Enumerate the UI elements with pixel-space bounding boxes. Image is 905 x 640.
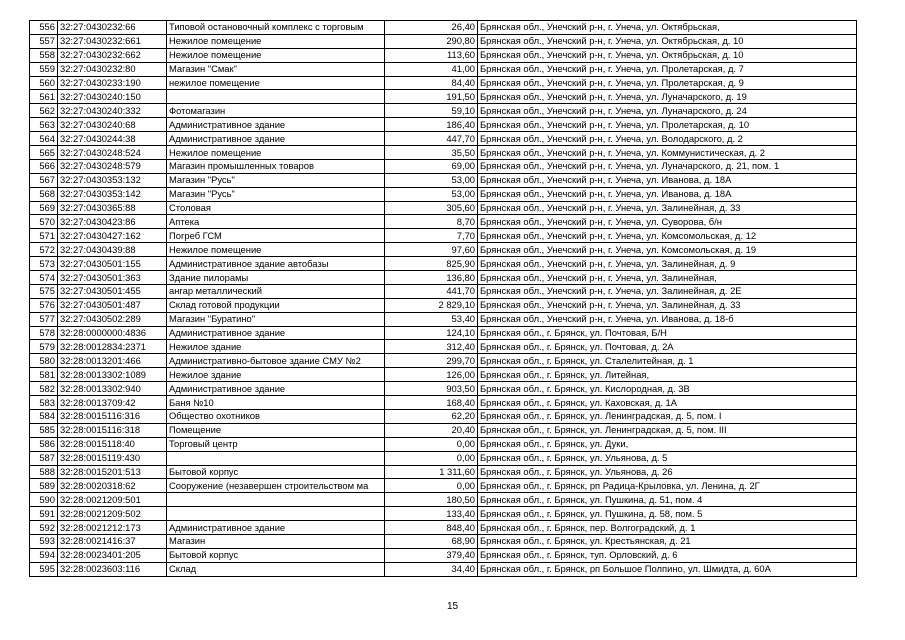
table-row: [30, 146, 857, 160]
row-number-cell: 582: [30, 382, 58, 396]
cadastral-number-cell: 32:27:0430427:162: [58, 229, 167, 243]
table-row: [30, 76, 857, 90]
cadastral-number-cell: 32:28:0015118:40: [58, 437, 167, 451]
address-cell: Брянская обл., Унечский р-н, г. Унеча, ул. Пролетарская, д. 7: [478, 62, 857, 76]
cadastral-number-cell: 32:27:0430248:579: [58, 159, 167, 173]
area-cell: 0,00: [385, 437, 478, 451]
row-number-cell: 585: [30, 423, 58, 437]
area-cell: 136,80: [385, 271, 478, 285]
object-name-cell: Торговый центр: [167, 437, 385, 451]
object-name-cell: Административное здание: [167, 132, 385, 146]
property-table-body: [30, 21, 857, 577]
object-name-cell: Административное здание: [167, 521, 385, 535]
area-cell: 53,40: [385, 312, 478, 326]
object-name-cell: ангар металлический: [167, 284, 385, 298]
table-row: [30, 48, 857, 62]
cadastral-number-cell: 32:27:0430502:289: [58, 312, 167, 326]
table-row: [30, 34, 857, 48]
cadastral-number-cell: 32:28:0015119:430: [58, 451, 167, 465]
table-row: [30, 493, 857, 507]
table-row: [30, 409, 857, 423]
area-cell: 0,00: [385, 479, 478, 493]
row-number-cell: 587: [30, 451, 58, 465]
object-name-cell: Нежилое здание: [167, 368, 385, 382]
row-number-cell: 559: [30, 62, 58, 76]
cadastral-number-cell: 32:27:0430501:487: [58, 298, 167, 312]
address-cell: Брянская обл., г. Брянск, ул. Пушкина, д. 51, пом. 4: [478, 493, 857, 507]
cadastral-number-cell: 32:28:0021416:37: [58, 534, 167, 548]
object-name-cell: [167, 90, 385, 104]
address-cell: Брянская обл., г. Брянск, пер. Волгоградский, д. 1: [478, 521, 857, 535]
area-cell: 97,60: [385, 243, 478, 257]
address-cell: Брянская обл., г. Брянск, ул. Дуки,: [478, 437, 857, 451]
object-name-cell: Аптека: [167, 215, 385, 229]
address-cell: Брянская обл., Унечский р-н, г. Унеча, ул. Луначарского, д. 19: [478, 90, 857, 104]
table-row: [30, 507, 857, 521]
area-cell: 53,00: [385, 173, 478, 187]
area-cell: 62,20: [385, 409, 478, 423]
object-name-cell: Магазин "Буратино": [167, 312, 385, 326]
row-number-cell: 572: [30, 243, 58, 257]
address-cell: Брянская обл., г. Брянск, ул. Литейная,: [478, 368, 857, 382]
property-table: [29, 20, 857, 577]
area-cell: 903,50: [385, 382, 478, 396]
row-number-cell: 568: [30, 187, 58, 201]
address-cell: Брянская обл., г. Брянск, рп Большое Полпино, ул. Шмидта, д. 60А: [478, 562, 857, 576]
table-row: [30, 21, 857, 35]
row-number-cell: 586: [30, 437, 58, 451]
table-row: [30, 423, 857, 437]
object-name-cell: Административное здание: [167, 118, 385, 132]
cadastral-number-cell: 32:27:0430232:662: [58, 48, 167, 62]
cadastral-number-cell: 32:27:0430232:661: [58, 34, 167, 48]
table-row: [30, 62, 857, 76]
object-name-cell: Погреб ГСМ: [167, 229, 385, 243]
object-name-cell: Баня №10: [167, 396, 385, 410]
cadastral-number-cell: 32:27:0430232:80: [58, 62, 167, 76]
table-row: [30, 229, 857, 243]
area-cell: 113,60: [385, 48, 478, 62]
row-number-cell: 588: [30, 465, 58, 479]
area-cell: 84,40: [385, 76, 478, 90]
cadastral-number-cell: 32:27:0430423:86: [58, 215, 167, 229]
cadastral-number-cell: 32:28:0021212:173: [58, 521, 167, 535]
address-cell: Брянская обл., Унечский р-н, г. Унеча, ул. Комсомольская, д. 19: [478, 243, 857, 257]
table-row: [30, 298, 857, 312]
table-row: [30, 90, 857, 104]
table-row: [30, 132, 857, 146]
object-name-cell: Склад готовой продукции: [167, 298, 385, 312]
address-cell: Брянская обл., Унечский р-н, г. Унеча, ул. Иванова, д. 18А: [478, 187, 857, 201]
object-name-cell: Столовая: [167, 201, 385, 215]
object-name-cell: Магазин промышленных товаров: [167, 159, 385, 173]
cadastral-number-cell: 32:27:0430240:68: [58, 118, 167, 132]
cadastral-number-cell: 32:28:0013302:1089: [58, 368, 167, 382]
object-name-cell: Нежилое помещение: [167, 48, 385, 62]
cadastral-number-cell: 32:28:0013302:940: [58, 382, 167, 396]
object-name-cell: Магазин "Русь": [167, 187, 385, 201]
row-number-cell: 569: [30, 201, 58, 215]
area-cell: 8,70: [385, 215, 478, 229]
row-number-cell: 565: [30, 146, 58, 160]
address-cell: Брянская обл., Унечский р-н, г. Унеча, ул. Иванова, д. 18-б: [478, 312, 857, 326]
object-name-cell: Нежилое помещение: [167, 34, 385, 48]
object-name-cell: Магазин "Смак": [167, 62, 385, 76]
object-name-cell: Административное здание: [167, 326, 385, 340]
cadastral-number-cell: 32:27:0430501:455: [58, 284, 167, 298]
object-name-cell: Типовой остановочный комплекс с торговым: [167, 21, 385, 35]
row-number-cell: 558: [30, 48, 58, 62]
address-cell: Брянская обл., Унечский р-н, г. Унеча, ул. Коммунистическая, д. 2: [478, 146, 857, 160]
cadastral-number-cell: 32:28:0015116:316: [58, 409, 167, 423]
area-cell: 186,40: [385, 118, 478, 132]
address-cell: Брянская обл., г. Брянск, ул. Ленинградская, д. 5, пом. III: [478, 423, 857, 437]
row-number-cell: 574: [30, 271, 58, 285]
object-name-cell: Нежилое здание: [167, 340, 385, 354]
row-number-cell: 578: [30, 326, 58, 340]
table-row: [30, 159, 857, 173]
page-number: 15: [446, 601, 459, 612]
cadastral-number-cell: 32:27:0430240:150: [58, 90, 167, 104]
area-cell: 848,40: [385, 521, 478, 535]
address-cell: Брянская обл., Унечский р-н, г. Унеча, ул. Луначарского, д. 24: [478, 104, 857, 118]
table-row: [30, 243, 857, 257]
object-name-cell: Помещение: [167, 423, 385, 437]
object-name-cell: Магазин: [167, 534, 385, 548]
address-cell: Брянская обл., г. Брянск, ул. Почтовая, Б/Н: [478, 326, 857, 340]
table-row: [30, 201, 857, 215]
address-cell: Брянская обл., Унечский р-н, г. Унеча, ул. Суворова, б/н: [478, 215, 857, 229]
row-number-cell: 591: [30, 507, 58, 521]
address-cell: Брянская обл., Унечский р-н, г. Унеча, ул. Октябрьская, д. 10: [478, 34, 857, 48]
area-cell: 124,10: [385, 326, 478, 340]
object-name-cell: Общество охотников: [167, 409, 385, 423]
row-number-cell: 564: [30, 132, 58, 146]
area-cell: 26,40: [385, 21, 478, 35]
table-row: [30, 465, 857, 479]
area-cell: 312,40: [385, 340, 478, 354]
row-number-cell: 583: [30, 396, 58, 410]
area-cell: 441,70: [385, 284, 478, 298]
address-cell: Брянская обл., г. Брянск, ул. Крестьянская, д. 21: [478, 534, 857, 548]
table-row: [30, 534, 857, 548]
object-name-cell: нежилое помещение: [167, 76, 385, 90]
area-cell: 59,10: [385, 104, 478, 118]
object-name-cell: Фотомагазин: [167, 104, 385, 118]
row-number-cell: 593: [30, 534, 58, 548]
area-cell: 7,70: [385, 229, 478, 243]
cadastral-number-cell: 32:28:0013709:42: [58, 396, 167, 410]
cadastral-number-cell: 32:27:0430244:38: [58, 132, 167, 146]
area-cell: 35,50: [385, 146, 478, 160]
row-number-cell: 580: [30, 354, 58, 368]
object-name-cell: Нежилое помещение: [167, 146, 385, 160]
table-row: [30, 215, 857, 229]
object-name-cell: Бытовой корпус: [167, 548, 385, 562]
row-number-cell: 576: [30, 298, 58, 312]
row-number-cell: 567: [30, 173, 58, 187]
object-name-cell: Сооружение (незавершен строительством ма: [167, 479, 385, 493]
row-number-cell: 557: [30, 34, 58, 48]
area-cell: 447,70: [385, 132, 478, 146]
address-cell: Брянская обл., Унечский р-н, г. Унеча, ул. Луначарского, д. 21, пом. 1: [478, 159, 857, 173]
area-cell: 305,60: [385, 201, 478, 215]
cadastral-number-cell: 32:28:0023603:116: [58, 562, 167, 576]
cadastral-number-cell: 32:28:0021209:501: [58, 493, 167, 507]
table-row: [30, 396, 857, 410]
row-number-cell: 589: [30, 479, 58, 493]
address-cell: Брянская обл., Унечский р-н, г. Унеча, ул. Комсомольская, д. 12: [478, 229, 857, 243]
row-number-cell: 570: [30, 215, 58, 229]
table-row: [30, 257, 857, 271]
object-name-cell: Административно-бытовое здание СМУ №2: [167, 354, 385, 368]
area-cell: 68,90: [385, 534, 478, 548]
area-cell: 180,50: [385, 493, 478, 507]
table-row: [30, 104, 857, 118]
address-cell: Брянская обл., Унечский р-н, г. Унеча, ул. Пролетарская, д. 10: [478, 118, 857, 132]
cadastral-number-cell: 32:28:0015116:318: [58, 423, 167, 437]
object-name-cell: [167, 451, 385, 465]
address-cell: Брянская обл., Унечский р-н, г. Унеча, ул. Залинейная, д. 33: [478, 201, 857, 215]
cadastral-number-cell: 32:27:0430353:132: [58, 173, 167, 187]
cadastral-number-cell: 32:28:0012834:2371: [58, 340, 167, 354]
address-cell: Брянская обл., Унечский р-н, г. Унеча, ул. Иванова, д. 18А: [478, 173, 857, 187]
table-row: [30, 479, 857, 493]
area-cell: 69,00: [385, 159, 478, 173]
area-cell: 2 829,10: [385, 298, 478, 312]
table-row: [30, 284, 857, 298]
address-cell: Брянская обл., Унечский р-н, г. Унеча, ул. Залинейная,: [478, 271, 857, 285]
row-number-cell: 560: [30, 76, 58, 90]
address-cell: Брянская обл., г. Брянск, ул. Кислородная, д. 3В: [478, 382, 857, 396]
area-cell: 299,70: [385, 354, 478, 368]
row-number-cell: 581: [30, 368, 58, 382]
cadastral-number-cell: 32:27:0430439:88: [58, 243, 167, 257]
table-row: [30, 173, 857, 187]
object-name-cell: Нежилое помещение: [167, 243, 385, 257]
area-cell: 379,40: [385, 548, 478, 562]
table-row: [30, 187, 857, 201]
address-cell: Брянская обл., г. Брянск, ул. Сталелитейная, д. 1: [478, 354, 857, 368]
cadastral-number-cell: 32:27:0430233:190: [58, 76, 167, 90]
table-row: [30, 521, 857, 535]
area-cell: 290,80: [385, 34, 478, 48]
area-cell: 126,00: [385, 368, 478, 382]
table-row: [30, 326, 857, 340]
area-cell: 41,00: [385, 62, 478, 76]
area-cell: 825,90: [385, 257, 478, 271]
row-number-cell: 566: [30, 159, 58, 173]
address-cell: Брянская обл., г. Брянск, ул. Ульянова, д. 5: [478, 451, 857, 465]
row-number-cell: 594: [30, 548, 58, 562]
address-cell: Брянская обл., Унечский р-н, г. Унеча, ул. Залинейная, д. 2Е: [478, 284, 857, 298]
object-name-cell: [167, 493, 385, 507]
area-cell: 53,00: [385, 187, 478, 201]
object-name-cell: [167, 507, 385, 521]
table-row: [30, 271, 857, 285]
area-cell: 20,40: [385, 423, 478, 437]
table-row: [30, 312, 857, 326]
area-cell: 191,50: [385, 90, 478, 104]
table-row: [30, 562, 857, 576]
cadastral-number-cell: 32:28:0021209:502: [58, 507, 167, 521]
object-name-cell: Административное здание: [167, 382, 385, 396]
area-cell: 34,40: [385, 562, 478, 576]
row-number-cell: 592: [30, 521, 58, 535]
cadastral-number-cell: 32:27:0430240:332: [58, 104, 167, 118]
table-row: [30, 354, 857, 368]
address-cell: Брянская обл., г. Брянск, ул. Каховская, д. 1А: [478, 396, 857, 410]
cadastral-number-cell: 32:27:0430353:142: [58, 187, 167, 201]
row-number-cell: 595: [30, 562, 58, 576]
row-number-cell: 571: [30, 229, 58, 243]
address-cell: Брянская обл., г. Брянск, ул. Пушкина, д. 58, пом. 5: [478, 507, 857, 521]
table-row: [30, 382, 857, 396]
row-number-cell: 561: [30, 90, 58, 104]
cadastral-number-cell: 32:27:0430501:155: [58, 257, 167, 271]
object-name-cell: Здание пилорамы: [167, 271, 385, 285]
table-row: [30, 368, 857, 382]
address-cell: Брянская обл., Унечский р-н, г. Унеча, ул. Залинейная, д. 33: [478, 298, 857, 312]
table-row: [30, 451, 857, 465]
row-number-cell: 562: [30, 104, 58, 118]
row-number-cell: 563: [30, 118, 58, 132]
cadastral-number-cell: 32:28:0013201:466: [58, 354, 167, 368]
area-cell: 0,00: [385, 451, 478, 465]
row-number-cell: 575: [30, 284, 58, 298]
object-name-cell: Административное здание автобазы: [167, 257, 385, 271]
address-cell: Брянская обл., Унечский р-н, г. Унеча, ул. Пролетарская, д. 9: [478, 76, 857, 90]
row-number-cell: 556: [30, 21, 58, 35]
table-row: [30, 437, 857, 451]
address-cell: Брянская обл., г. Брянск, рп Радица-Крыловка, ул. Ленина, д. 2Г: [478, 479, 857, 493]
object-name-cell: Магазин "Русь": [167, 173, 385, 187]
table-row: [30, 340, 857, 354]
object-name-cell: Бытовой корпус: [167, 465, 385, 479]
area-cell: 1 311,60: [385, 465, 478, 479]
area-cell: 168,40: [385, 396, 478, 410]
row-number-cell: 590: [30, 493, 58, 507]
address-cell: Брянская обл., г. Брянск, ул. Ленинградская, д. 5, пом. I: [478, 409, 857, 423]
address-cell: Брянская обл., г. Брянск, туп. Орловский, д. 6: [478, 548, 857, 562]
cadastral-number-cell: 32:27:0430248:524: [58, 146, 167, 160]
address-cell: Брянская обл., Унечский р-н, г. Унеча, ул. Залинейная, д. 9: [478, 257, 857, 271]
object-name-cell: Склад: [167, 562, 385, 576]
cadastral-number-cell: 32:28:0015201:513: [58, 465, 167, 479]
area-cell: 133,40: [385, 507, 478, 521]
cadastral-number-cell: 32:27:0430365:88: [58, 201, 167, 215]
cadastral-number-cell: 32:28:0023401:205: [58, 548, 167, 562]
table-row: [30, 548, 857, 562]
address-cell: Брянская обл., Унечский р-н, г. Унеча, ул. Володарского, д. 2: [478, 132, 857, 146]
address-cell: Брянская обл., Унечский р-н, г. Унеча, ул. Октябрьская,: [478, 21, 857, 35]
address-cell: Брянская обл., Унечский р-н, г. Унеча, ул. Октябрьская, д. 10: [478, 48, 857, 62]
address-cell: Брянская обл., г. Брянск, ул. Ульянова, д. 26: [478, 465, 857, 479]
row-number-cell: 579: [30, 340, 58, 354]
cadastral-number-cell: 32:27:0430501:363: [58, 271, 167, 285]
cadastral-number-cell: 32:28:0000000:4836: [58, 326, 167, 340]
row-number-cell: 584: [30, 409, 58, 423]
row-number-cell: 573: [30, 257, 58, 271]
address-cell: Брянская обл., г. Брянск, ул. Почтовая, д. 2А: [478, 340, 857, 354]
cadastral-number-cell: 32:28:0020318:62: [58, 479, 167, 493]
cadastral-number-cell: 32:27:0430232:66: [58, 21, 167, 35]
table-row: [30, 118, 857, 132]
row-number-cell: 577: [30, 312, 58, 326]
